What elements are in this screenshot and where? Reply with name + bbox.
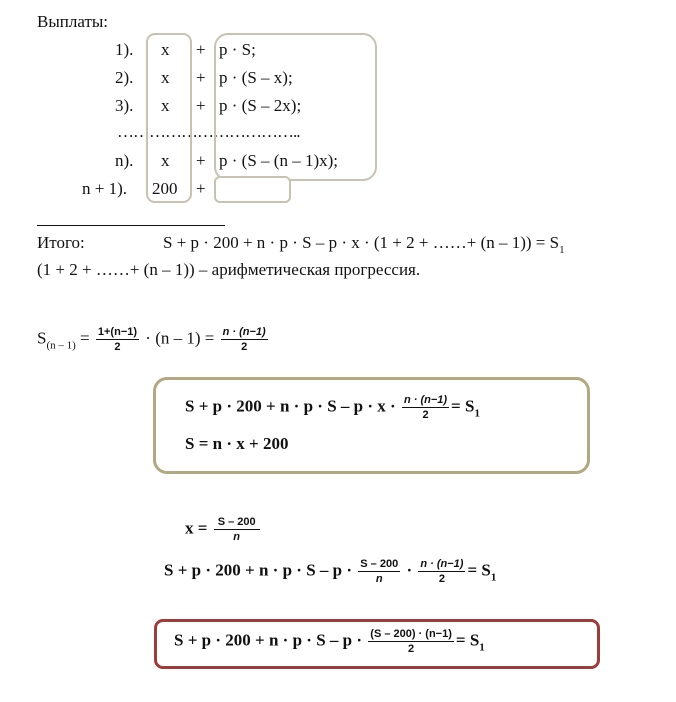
payment-plus-n: +: [196, 151, 206, 170]
payment-plus-2: +: [196, 68, 206, 87]
sum-frac-1: [96, 326, 139, 353]
system-line-2: S = n · x + 200: [185, 434, 289, 453]
substituted-frac-2: [418, 558, 465, 585]
system-box: [153, 377, 590, 474]
sum-mid: · (n – 1) =: [145, 328, 215, 348]
payment-x-n: x: [161, 151, 170, 170]
p-200-box: [214, 176, 291, 203]
payment-rest-1: p · S;: [219, 40, 256, 59]
payment-label-3: 3).: [115, 96, 134, 115]
substituted-frac-2-num: n · (n−1): [420, 558, 464, 570]
payment-rest-n: p · (S – (n – 1)x);: [219, 151, 338, 170]
final-frac-den: 2: [408, 643, 415, 655]
sum-frac-2-num: n · (n−1): [222, 326, 266, 338]
payment-x-2: x: [161, 68, 170, 87]
substituted-frac-2-den: 2: [438, 573, 445, 585]
system-line-1-post: = S: [451, 396, 475, 416]
substituted-post: = S: [467, 560, 491, 580]
progression-line: (1 + 2 + ……+ (n – 1)) – арифметическая прогрессия.: [37, 260, 421, 279]
substituted-frac-1: [358, 558, 400, 585]
final-frac-num: (S – 200) · (n−1): [370, 628, 452, 640]
total-formula: [163, 233, 565, 256]
system-line-1-pre: S + p · 200 + n · p · S – p · x ·: [185, 396, 396, 416]
payment-plus-n1: +: [196, 179, 206, 198]
final-pre: S + p · 200 + n · p · S – p ·: [174, 630, 363, 650]
system-line-1-sub: 1: [474, 407, 480, 420]
substituted-equation: [164, 558, 496, 585]
total-formula-text: S + p · 200 + n · p · S – p · x · (1 + 2 + ……+ (n – 1)) = S: [163, 233, 560, 252]
substituted-frac-1-num: S – 200: [360, 558, 399, 570]
substituted-frac-1-den: n: [375, 573, 383, 585]
system-frac: [402, 394, 449, 421]
system-frac-num: n · (n−1): [403, 394, 448, 406]
substituted-sub: 1: [490, 571, 497, 584]
payment-x-3: x: [161, 96, 170, 115]
payment-label-2: 2).: [115, 68, 134, 87]
sum-lhs: S: [37, 328, 47, 348]
payment-x-n1: 200: [152, 179, 178, 198]
final-frac: [368, 628, 454, 655]
system-line-1: [185, 394, 480, 421]
substituted-dot: ·: [406, 560, 413, 580]
payment-x-1: x: [161, 40, 170, 59]
total-label: Итого:: [37, 233, 85, 252]
ellipsis-row: ……………………………..: [117, 122, 300, 141]
final-sub: 1: [479, 641, 485, 654]
payment-plus-1: +: [196, 40, 206, 59]
sum-eq: =: [80, 328, 90, 348]
sum-lhs-sub: (n – 1): [46, 339, 76, 352]
x-frac-den: n: [233, 531, 241, 543]
x-frac: [214, 516, 260, 543]
final-equation: [174, 628, 485, 655]
x-expression-lhs: x =: [185, 518, 208, 538]
total-formula-sub: 1: [559, 244, 565, 256]
sum-frac-2: [221, 326, 268, 353]
heading: Выплаты:: [37, 12, 109, 31]
final-post: = S: [455, 630, 480, 650]
payment-label-1: 1).: [115, 40, 134, 59]
payment-rest-3: p · (S – 2x);: [219, 96, 302, 115]
separator: [37, 225, 225, 226]
p-column-box: [214, 33, 377, 181]
x-column-box: [146, 33, 192, 203]
system-frac-den: 2: [422, 409, 429, 421]
x-expression: [185, 516, 262, 543]
sum-frac-2-den: 2: [241, 341, 248, 353]
payment-label-n: n).: [115, 151, 134, 170]
x-frac-num: S – 200: [214, 516, 260, 530]
sum-formula: [37, 326, 270, 353]
sum-frac-1-num: 1+(n−1): [97, 326, 138, 338]
sum-frac-1-den: 2: [114, 341, 121, 353]
payment-label-n1: n + 1).: [82, 179, 127, 198]
substituted-pre: S + p · 200 + n · p · S – p ·: [164, 560, 353, 580]
payment-rest-2: p · (S – x);: [219, 68, 293, 87]
payment-plus-3: +: [196, 96, 206, 115]
